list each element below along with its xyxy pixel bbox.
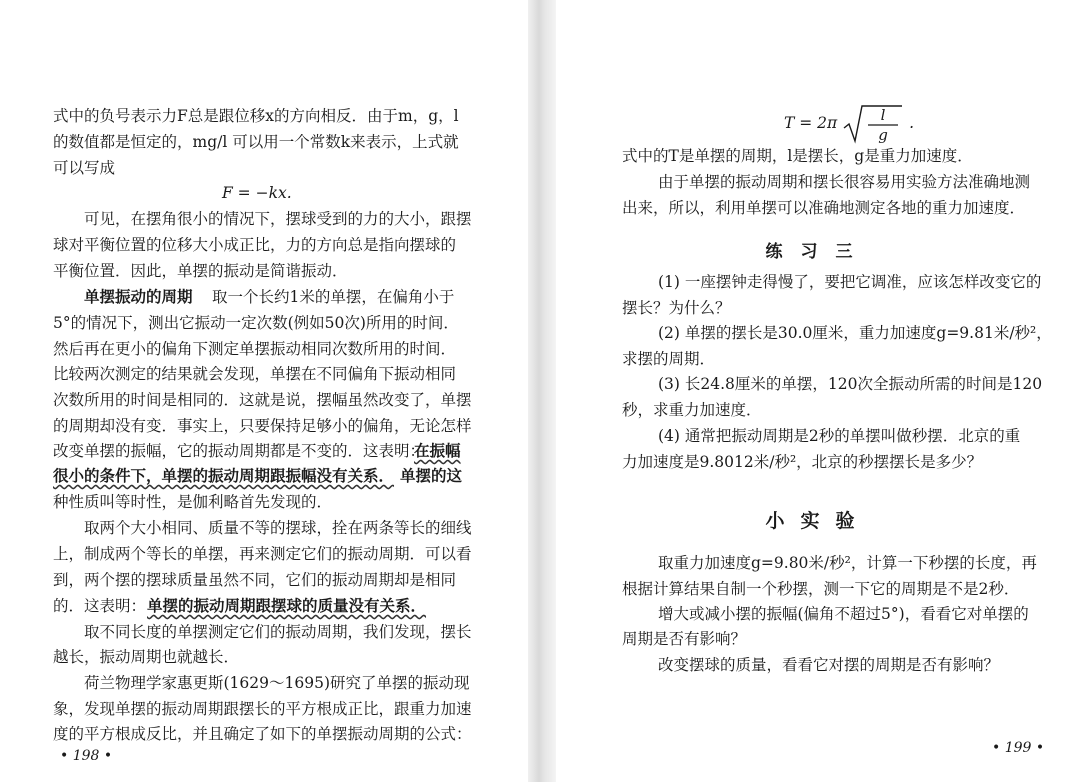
experiment-line: 周期是否有影响？ [622, 630, 747, 648]
exercise-item: (2) 单摆的摆长是30.0厘米，重力加速度g=9.81米/秒²， [658, 324, 1052, 342]
text-line: 到，两个摆的摆球质量虽然不同，它们的振动周期却是相同 [53, 571, 457, 589]
formula-denominator: g [878, 126, 888, 144]
experiment-line: 增大或减小摆的振幅(偏角不超过5°)，看看它对单摆的 [658, 605, 1029, 623]
book-gutter [528, 0, 556, 782]
text-line: 取不同长度的单摆测定它们的振动周期，我们发现，摆长 [84, 623, 472, 641]
experiment-line: 取重力加速度g=9.80米/秒²，计算一下秒摆的长度，再 [658, 554, 1037, 572]
text-line: 比较两次测定的结果就会发现，单摆在不同偏角下振动相同 [53, 365, 457, 383]
experiment-heading: 小实验 [765, 510, 871, 532]
exercise-heading: 练习三 [765, 242, 871, 262]
text-line: 5°的情况下，测出它振动一定次数(例如50次)所用的时间． [53, 314, 459, 332]
text-line: 荷兰物理学家惠更斯(1629～1695)研究了单摆的振动现 [84, 674, 470, 692]
text-line: 然后再在更小的偏角下测定单摆振动相同次数所用的时间． [53, 340, 457, 358]
formula-lhs: T = 2π [784, 114, 838, 132]
text-line: 式中的负号表示力F总是跟位移x的方向相反．由于m，g，l [53, 107, 459, 125]
text-line: 种性质叫等时性，是伽利略首先发现的． [53, 493, 333, 511]
text-line: 可见，在摆角很小的情况下，摆球受到的力的大小，跟摆 [84, 210, 472, 228]
text-line: 可以写成 [53, 159, 116, 177]
text-line: 象，发现单摆的振动周期跟摆长的平方根成正比，跟重力加速 [53, 700, 472, 718]
page-number: • 199 • [992, 740, 1045, 756]
text-line: 的数值都是恒定的，mg/l 可以用一个常数k来表示，上式就 [53, 133, 459, 151]
experiment-line: 改变摆球的质量，看看它对摆的周期是否有影响？ [658, 656, 1000, 674]
text-line: 的周期却没有变．事实上，只要保持足够小的偏角，无论怎样 [53, 417, 472, 435]
exercise-item: 秒，求重力加速度． [622, 401, 762, 419]
text-line: 改变单摆的振幅，它的振动周期都是不变的．这表明： [53, 442, 426, 460]
exercise-item: (3) 长24.8厘米的单摆，120次全振动所需的时间是120 [658, 375, 1043, 393]
equation: F = −kx. [222, 184, 292, 202]
text-line: 式中的T是单摆的周期，l是摆长，g是重力加速度． [622, 147, 973, 165]
exercise-item: (4) 通常把振动周期是2秒的单摆叫做秒摆．北京的重 [658, 427, 1021, 445]
left-page [0, 0, 528, 782]
exercise-item: 摆长？为什么？ [622, 299, 731, 317]
formula-numerator: l [880, 106, 886, 124]
emphasis-text: 很小的条件下，单摆的振动周期跟振幅没有关系． [53, 466, 395, 485]
text-line: 的．这表明： [53, 597, 147, 615]
text-line: 取一个长约1米的单摆，在偏角小于 [212, 288, 455, 306]
experiment-line: 根据计算结果自制一个秒摆，测一下它的周期是不是2秒． [622, 580, 1020, 598]
emphasis-text: 在振幅 [414, 441, 461, 460]
square-root-icon [842, 104, 904, 144]
text-line: 取两个大小相同、质量不等的摆球，拴在两条等长的细线 [84, 519, 472, 537]
emphasis-text: 单摆的振动周期跟摆球的质量没有关系． [147, 596, 427, 615]
period-formula [784, 104, 914, 144]
page-number: • 198 • [60, 748, 113, 764]
text-line: 出来，所以，利用单摆可以准确地测定各地的重力加速度． [622, 199, 1026, 217]
formula-end: . [909, 114, 915, 132]
text-line: 度的平方根成反比，并且确定了如下的单摆振动周期的公式： [53, 725, 472, 743]
exercise-item: (1) 一座摆钟走得慢了，要把它调准，应该怎样改变它的 [658, 273, 1042, 291]
text-line: 球对平衡位置的位移大小成正比，力的方向总是指向摆球的 [53, 236, 457, 254]
text-line: 单摆的这 [400, 466, 463, 485]
text-line: 次数所用的时间是相同的．这就是说，摆幅虽然改变了，单摆 [53, 391, 472, 409]
text-line: 由于单摆的振动周期和摆长很容易用实验方法准确地测 [658, 173, 1031, 191]
text-line: 上，制成两个等长的单摆，再来测定它们的振动周期．可以看 [53, 545, 472, 563]
right-page [556, 0, 1080, 782]
section-heading: 单摆振动的周期 [84, 287, 193, 306]
text-line: 越长，振动周期也就越长． [53, 648, 240, 666]
exercise-item: 求摆的周期． [622, 350, 716, 368]
text-line: 平衡位置．因此，单摆的振动是简谐振动． [53, 262, 348, 280]
exercise-item: 力加速度是9.8012米/秒²，北京的秒摆摆长是多少？ [622, 453, 983, 471]
